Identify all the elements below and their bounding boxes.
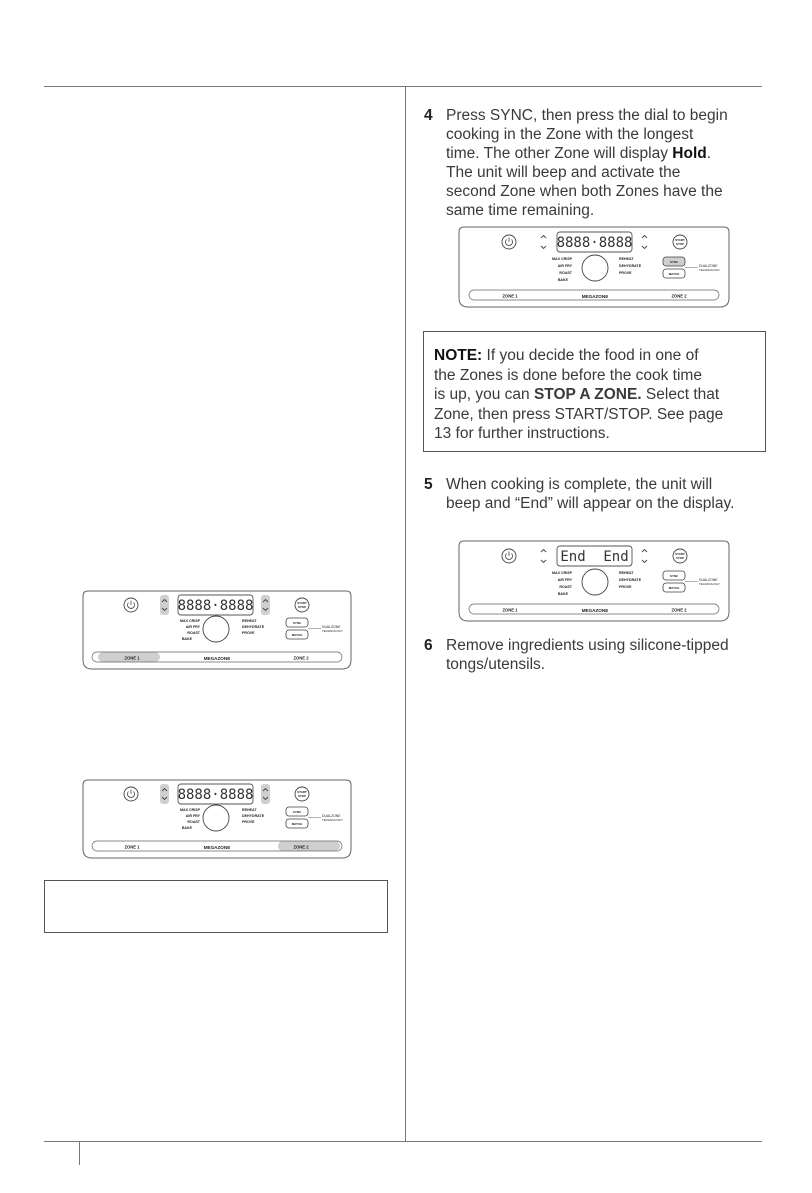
svg-text:BAKE: BAKE [557,278,568,282]
svg-text:ZONE 1: ZONE 1 [124,844,140,850]
zone2-bar-highlight [278,841,340,851]
svg-text:MATCH: MATCH [291,822,303,826]
svg-text:ROAST: ROAST [559,271,572,275]
display-end-left: End [560,549,586,565]
svg-text:ROAST: ROAST [187,820,200,824]
column-divider [405,86,406,1141]
hold-emphasis: Hold [672,145,707,162]
display-digits: 8888·8888 [556,235,633,251]
svg-text:DEHYDRATE: DEHYDRATE [619,578,642,582]
note-text: NOTE: If you decide the food in one of the Zones is done before the cook time is up, you can STOP A ZONE. Select that Zone, then press START/STOP. See page 13 for further instructions. [434,347,724,442]
dial [582,569,608,595]
display-digits: 8888·8888 [177,787,254,803]
svg-text:AIR FRY: AIR FRY [557,578,572,582]
svg-text:ROAST: ROAST [559,585,572,589]
svg-text:START: START [675,552,685,556]
svg-text:MEGAZONE: MEGAZONE [203,656,231,661]
svg-text:TECHNOLOGY: TECHNOLOGY [322,818,344,822]
svg-text:STOP: STOP [675,556,685,560]
svg-text:MAX CRISP: MAX CRISP [180,808,200,812]
svg-text:TECHNOLOGY: TECHNOLOGY [699,268,721,272]
step-5 [424,475,774,515]
zone1-arrows-highlight [160,595,169,615]
svg-text:START: START [297,790,307,794]
svg-text:PROVE: PROVE [619,271,632,275]
svg-text:ZONE 2: ZONE 2 [671,607,687,613]
note-box [423,331,766,452]
left-note-box [44,880,388,933]
svg-text:PROVE: PROVE [242,631,255,635]
step-5-text: When cooking is complete, the unit will beep and “End” will appear on the display. [446,476,735,512]
svg-text:MEGAZONE: MEGAZONE [581,294,609,299]
stop-a-zone-emphasis: STOP A ZONE. [533,386,642,403]
svg-text:REHEAT: REHEAT [242,619,257,623]
control-panel-end [458,540,730,622]
step-4-line: cooking in the Zone with the longest [446,126,694,143]
display-end-right: End [603,549,629,565]
svg-text:STOP: STOP [675,242,685,246]
svg-text:BAKE: BAKE [557,592,568,596]
svg-text:DUALZONE: DUALZONE [699,264,718,268]
svg-text:AIR FRY: AIR FRY [185,814,200,818]
svg-text:ZONE 2: ZONE 2 [293,655,309,661]
note-label: NOTE: [434,347,483,364]
svg-text:REHEAT: REHEAT [619,257,634,261]
svg-text:REHEAT: REHEAT [619,571,634,575]
panel-illustration-end [458,540,730,622]
svg-text:ZONE 2: ZONE 2 [671,293,687,299]
step-4-line: Press SYNC, then press the dial to begin [446,107,728,124]
svg-text:STOP: STOP [297,794,307,798]
svg-text:ZONE 2: ZONE 2 [293,844,309,850]
svg-text:START: START [297,601,307,605]
svg-text:TECHNOLOGY: TECHNOLOGY [322,629,344,633]
svg-text:MAX CRISP: MAX CRISP [180,619,200,623]
svg-text:ZONE 1: ZONE 1 [502,607,518,613]
svg-text:MEGAZONE: MEGAZONE [581,608,609,613]
svg-text:SYNC: SYNC [292,621,302,625]
svg-text:DUALZONE: DUALZONE [322,625,341,629]
step-6-text: Remove ingredients using silicone-tipped tongs/utensils. [446,637,729,673]
svg-text:TECHNOLOGY: TECHNOLOGY [699,582,721,586]
svg-text:SYNC: SYNC [669,574,679,578]
svg-text:AIR FRY: AIR FRY [557,264,572,268]
panel-illustration-sync [458,226,730,308]
svg-text:BAKE: BAKE [181,637,192,641]
zone2-arrows-highlight [261,595,270,615]
svg-text:STOP: STOP [297,605,307,609]
dial [582,255,608,281]
step-4-line: The unit will beep and activate the [446,164,681,181]
control-panel-sync [458,226,730,308]
svg-text:PROVE: PROVE [619,585,632,589]
bottom-rule [44,1141,762,1142]
svg-text:MAX CRISP: MAX CRISP [552,257,572,261]
step-4-line: second Zone when both Zones have the [446,183,723,200]
panel-illustration-zone1 [82,590,352,670]
svg-text:DUALZONE: DUALZONE [699,578,718,582]
dial [203,805,229,831]
svg-text:MEGAZONE: MEGAZONE [203,845,231,850]
svg-text:PROVE: PROVE [242,820,255,824]
step-4 [424,106,774,226]
svg-text:SYNC: SYNC [669,260,679,264]
svg-text:AIR FRY: AIR FRY [185,625,200,629]
step-6 [424,636,774,676]
svg-text:MATCH: MATCH [668,272,680,276]
svg-text:MATCH: MATCH [291,633,303,637]
svg-text:MATCH: MATCH [668,586,680,590]
step-5-number: 5 [424,476,433,493]
svg-text:ROAST: ROAST [187,631,200,635]
svg-text:DUALZONE: DUALZONE [322,814,341,818]
svg-text:SYNC: SYNC [292,810,302,814]
svg-text:MAX CRISP: MAX CRISP [552,571,572,575]
svg-text:ZONE 1: ZONE 1 [124,655,140,661]
svg-text:START: START [675,238,685,242]
display-digits: 8888·8888 [177,598,254,614]
control-panel-zone2-selected [82,779,352,859]
svg-text:DEHYDRATE: DEHYDRATE [242,814,265,818]
dial [203,616,229,642]
svg-text:ZONE 1: ZONE 1 [502,293,518,299]
svg-text:DEHYDRATE: DEHYDRATE [242,625,265,629]
panel-illustration-zone2 [82,779,352,859]
svg-text:BAKE: BAKE [181,826,192,830]
control-panel-zone1-selected [82,590,352,670]
top-rule [44,86,762,87]
page-number-divider [79,1141,80,1165]
step-4-text [446,106,728,220]
step-6-number: 6 [424,637,433,654]
step-4-line: time. The other Zone will display Hold. [446,145,712,162]
step-4-number: 4 [424,107,433,124]
svg-text:REHEAT: REHEAT [242,808,257,812]
svg-text:DEHYDRATE: DEHYDRATE [619,264,642,268]
step-4-line: same time remaining. [446,202,595,219]
